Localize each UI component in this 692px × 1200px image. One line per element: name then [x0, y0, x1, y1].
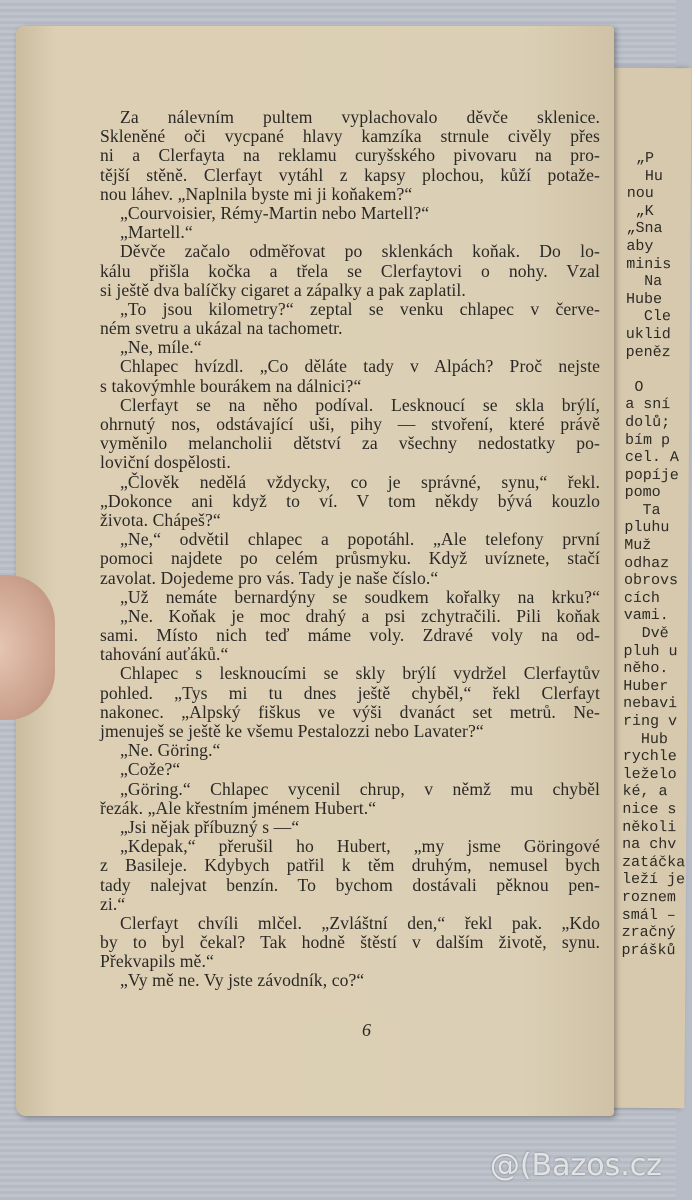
right-page-line: ké, a	[622, 783, 668, 801]
text-line: pohled. „Tys mi tu dnes ještě chyběl,“ řekl Clerfayt	[100, 682, 600, 703]
thumb-holding-book	[0, 575, 55, 720]
text-line: nou láhev. „Naplnila byste mi ji koňakem?“	[100, 183, 413, 204]
right-page-line: ring v	[623, 712, 678, 731]
right-page-line: zatáčka	[622, 853, 686, 872]
text-line: Za nálevním pultem vyplachovalo děvče sklenice.	[120, 107, 600, 127]
text-line: Clerfayt chvíli mlčel. „Zvláštní den,“ řekl pak. „Kdo	[120, 912, 600, 933]
right-book-page	[604, 68, 691, 1109]
text-line: kálu přišla kočka a třela se Clerfaytovi o nohy. Vzal	[100, 260, 600, 281]
right-page-line: rychle	[622, 748, 677, 766]
text-line: tější stěně. Clerfayt vytáhl z kapsy plochou, kůží potaže-	[100, 164, 600, 185]
right-page-line: bím p	[624, 431, 671, 449]
right-page-line: roznem	[621, 888, 676, 907]
right-page-line: Huber	[623, 677, 669, 695]
text-line: „Ne. Koňak je moc drahý a psi zchytračili. Pili koňak	[120, 605, 600, 626]
text-line: „Vy mě ne. Vy jste závodník, co?“	[120, 970, 365, 991]
right-page-line: Cle	[625, 308, 671, 326]
right-page-line: na chv	[622, 835, 677, 854]
text-line: „Courvoisier, Rémy-Martin nebo Martell?“	[120, 202, 430, 223]
text-line: „To jsou kilometry?“ zeptal se venku chlapec v červe-	[120, 298, 600, 319]
watermark: @(Bazos.cz	[489, 1148, 662, 1183]
text-line: Chlapec s lesknoucími se skly brýlí vydržel Clerfaytův	[120, 663, 600, 684]
right-page-text	[621, 150, 690, 960]
right-page-line: O	[625, 378, 644, 396]
right-page-line: Hu	[626, 167, 663, 185]
text-line: Skleněné oči vycpané hlavy kamzíka strnule civěly přes	[100, 126, 600, 147]
right-page-line: dolů;	[625, 413, 671, 432]
text-line: „Cože?“	[120, 759, 181, 780]
right-page-line: nice s	[622, 800, 677, 819]
text-line: jmenuješ se ještě ke všemu Pestalozzi nebo Lavater?“	[100, 721, 484, 741]
text-line: tahování auťáků.“	[100, 644, 229, 665]
right-page-line: cel. A	[624, 448, 679, 467]
text-line: „Dokonce ani když to ví. V tom někdy bývá kouzlo	[100, 490, 600, 511]
text-line: sami. Místo nich teď máme voly. Zdravé voly na od-	[100, 625, 600, 646]
text-line: pomoci najdete po celém průsmyku. Když uvíznete, stačí	[100, 548, 600, 569]
right-page-line: vami.	[623, 607, 669, 625]
text-line: s takovýmhle bourákem na dálnici?“	[100, 375, 362, 396]
right-page-line: Muž	[624, 536, 652, 555]
text-line: Děvče začalo odměřovat po sklenkách koňak. Do lo-	[120, 241, 600, 262]
right-page-line: obrovs	[623, 572, 679, 590]
right-page-line: pomo	[624, 484, 661, 502]
text-line: „Göring.“ Chlapec vycenil chrup, v němž mu chyběl	[120, 778, 600, 799]
text-line: zi.“	[100, 893, 126, 914]
right-page-line: Hub	[622, 730, 669, 748]
right-page-line: Ta	[624, 501, 661, 519]
right-page-line: peněz	[625, 343, 671, 361]
text-line: by to byl čekal? Tak hodně štěstí v dalším životě, synu.	[100, 932, 600, 953]
text-line: z Basileje. Kdybych patřil k těm druhým, nemusel bych	[100, 855, 600, 876]
right-page-line: a sní	[625, 396, 671, 414]
text-line: ném svetru a ukázal na tachometr.	[100, 318, 343, 339]
text-line: řezák. „Ale křestním jménem Hubert.“	[100, 797, 377, 818]
right-page-line: popíje	[624, 466, 679, 484]
page-body-text	[100, 108, 600, 991]
text-line: Překvapils mě.“	[100, 951, 214, 972]
right-page-line: „P	[626, 149, 655, 168]
right-page-line: pluh u	[623, 642, 678, 660]
text-line: Chlapec hvízdl. „Co děláte tady v Alpách? Proč nejste	[120, 356, 600, 377]
text-line: Clerfayt se na něho podíval. Lesknoucí se skla brýlí,	[120, 394, 600, 415]
text-line: zavolat. Dojedeme pro vás. Tady je naše číslo.“	[100, 567, 439, 588]
text-line: „Ne,“ odvětil chlapec a popotáhl. „Ale telefony první	[120, 529, 600, 550]
right-page-line: pluhu	[624, 519, 670, 537]
right-page-line: leží je	[621, 871, 686, 889]
right-page-line: smál –	[621, 906, 676, 924]
right-page-line: prášků	[621, 941, 676, 959]
right-page-line: něho.	[623, 660, 669, 678]
page-number: 6	[362, 1020, 371, 1040]
text-line: života. Chápeš?“	[100, 509, 221, 530]
right-page-line: „K	[626, 202, 654, 220]
right-page-line: minis	[626, 255, 672, 273]
right-page-line: Na	[626, 272, 663, 291]
text-line: „Jsi nějak příbuzný s —“	[120, 816, 300, 837]
right-page-line: několi	[622, 818, 677, 836]
right-page-line: „Sna	[626, 220, 663, 238]
right-page-line: odhaz	[624, 554, 670, 572]
text-line: „Už nemáte bernardýny se soudkem kořalky na krku?“	[120, 586, 600, 607]
right-page-line: Hube	[625, 290, 663, 308]
right-page-line: cích	[623, 589, 661, 607]
text-line: „Člověk nedělá vždycky, co je správné, synu,“ řekl.	[120, 471, 600, 492]
text-line: „Martell.“	[120, 222, 193, 243]
right-page-line: Dvě	[623, 624, 669, 643]
text-line: „Ne. Göring.“	[120, 740, 221, 761]
text-line: ohrnutý nos, odstávající uši, pihy — stvoření, které právě	[100, 414, 600, 434]
text-line: vyměnilo melancholii dětství za všechny nedostatky po-	[100, 433, 600, 454]
right-page-line: uklid	[625, 325, 671, 344]
right-page-line: aby	[626, 237, 654, 255]
right-page-line	[625, 361, 688, 379]
right-page-line: zračný	[621, 923, 676, 942]
text-line: loviční dospělosti.	[100, 452, 231, 473]
right-page-line: leželo	[622, 765, 677, 783]
text-line: ni a Clerfayta na reklamu curyšského pivovaru na pro-	[100, 145, 600, 166]
text-line: si ještě dva balíčky cigaret a zápalky a pak zaplatil.	[100, 279, 466, 300]
text-line: „Kdepak,“ přerušil ho Hubert, „my jsme Göringové	[120, 836, 600, 857]
text-line: tady nalejvat benzín. To bychom dostávali pěknou pen-	[100, 874, 600, 895]
right-page-line: nebavi	[623, 695, 678, 713]
right-page-line: nou	[626, 185, 654, 203]
text-line: „Ne, míle.“	[120, 337, 202, 358]
text-line: nakonec. „Alpský fiškus ve výši dvanáct set metrů. Ne-	[100, 701, 600, 722]
